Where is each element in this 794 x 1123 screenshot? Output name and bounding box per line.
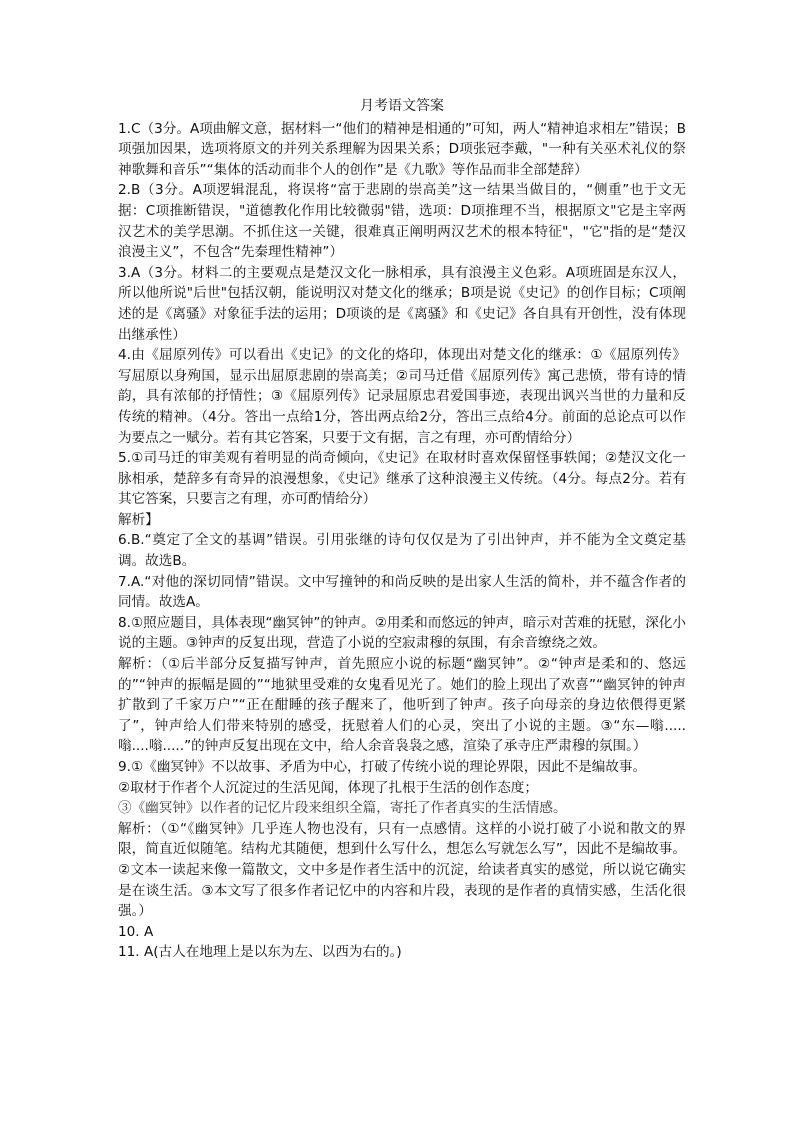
answer-9-point-2: ②取材于作者个人沉淀过的生活见闻，体现了扎根于生活的创作态度； xyxy=(118,779,538,796)
answer-11: 11. A(古人在地理上是以东为左、以西为右的。) xyxy=(118,944,402,961)
answer-5: 5.①司马迁的审美观有着明显的尚奇倾向，《史记》在取材时喜欢保留怪事轶闻；②楚汉文化一脉相承，楚辞多有奇异的浪漫想象，《史记》继承了这种浪漫主义传统。（4分。每点2分。若有其它答案，只要言之有理，亦可酌情给分） xyxy=(118,450,686,508)
answer-8: 8.①照应题目，具体表现“幽冥钟”的钟声。②用柔和而悠远的钟声，暗示对苦难的抚慰，深化小说的主题。③钟声的反复出现，营造了小说的空寂肃穆的氛围，有余音缭绕之效。 xyxy=(118,614,686,652)
analysis-9: 解析：（①“《幽冥钟》几乎连人物也没有，只有一点感情。这样的小说打破了小说和散文的界限，简直近似随笔。结构尤其随便，想到什么写什么，想怎么写就怎么写”，因此不是编故事。②文本一读起来像一篇散文，文中多是作者生活中的沉淀，给读者真实的感觉，所以说它确实是在谈生活。③本文写了很多作者记忆中的内容和片段，表现的是作者的真情实感，生活化很强。） xyxy=(118,820,686,920)
analysis-heading: 解析】 xyxy=(118,511,159,528)
answer-3: 3.A（3分。材料二的主要观点是楚汉文化一脉相承，具有浪漫主义色彩。A项班固是东汉人，所以他所说"后世"包括汉朝，能说明汉对楚文化的继承；B项是说《史记》的创作目标；C项阐述的是《离骚》对象征手法的运用；D项谈的是《离骚》和《史记》各自具有开创性，没有体现出继承性） xyxy=(118,264,686,343)
answer-document xyxy=(118,96,686,963)
answer-1: 1.C（3分。A项曲解文意，据材料一“他们的精神是相通的”可知，两人“精神追求相左”错误；B项强加因果，选项将原文的并列关系理解为因果关系；D项张冠李戴，"一种有关巫术礼仪的祭神歌舞和音乐”“集体的活动而非个人的创作”是《九歌》等作品而非全部楚辞） xyxy=(118,120,686,178)
answer-9-point-1: 9.①《幽冥钟》不以故事、矛盾为中心，打破了传统小说的理论界限，因此不是编故事。 xyxy=(118,759,647,775)
answer-7: 7.A.“对他的深切同情”错误。文中写撞钟的和尚反映的是出家人生活的简朴，并不蕴含作者的同情。故选A。 xyxy=(118,573,686,611)
document-title: 月考语文答案 xyxy=(360,98,444,114)
answer-2: 2.B（3分。A项逻辑混乱，将误将“富于悲剧的崇高美”这一结果当做目的，“侧重”也于文无据：C项推断错误，"道德教化作用比较微弱"错，选项：D项推理不当，根据原文"它是主宰两汉艺术的美学思潮。不抓住这一关键，很难真正阐明两汉艺术的根本特征"，"它"指的是“楚汉浪漫主义”，不包含“先秦理性精神”） xyxy=(118,182,686,261)
answer-4: 4.由《屈原列传》可以看出《史记》的文化的烙印，体现出对楚文化的继承：①《屈原列传》写屈原以身殉国，显示出屈原悲剧的崇高美；②司马迁借《屈原列传》寓己悲愤，带有诗的情韵，具有浓郁的抒情性；③《屈原列传》记录屈原忠君爱国事迹，表现出讽兴当世的力量和反传统的精神。（4分。答出一点给1分，答出两点给2分，答出三点给4分。前面的总论点可以作为要点之一赋分。若有其它答案，只要于文有据，言之有理，亦可酌情给分） xyxy=(118,347,686,446)
answer-6: 6.B.“奠定了全文的基调”错误。引用张继的诗句仅仅是为了引出钟声，并不能为全文奠定基调。故选B。 xyxy=(118,532,686,570)
answer-10: 10. A xyxy=(118,923,154,940)
analysis-8: 解析：（①后半部分反复描写钟声，首先照应小说的标题“幽冥钟”。②“钟声是柔和的、悠远的”“钟声的振幅是圆的”“地狱里受难的女鬼看见光了。她们的脸上现出了欢喜”“幽冥钟的钟声扩散到了千家万户”“正在酣睡的孩子醒来了，他听到了钟声。孩子向母亲的身边依偎得更紧了”，钟声给人们带来特别的感受，抚慰着人们的心灵，突出了小说的主题。③“东—嗡.....嗡....嗡.....”的钟声反复出现在文中，给人余音袅袅之感，渲染了承寺庄严肃穆的氛围。） xyxy=(118,656,686,755)
answer-9-point-3: ③《幽冥钟》以作者的记忆片段来组织全篇，寄托了作者真实的生活情感。 xyxy=(118,800,567,817)
